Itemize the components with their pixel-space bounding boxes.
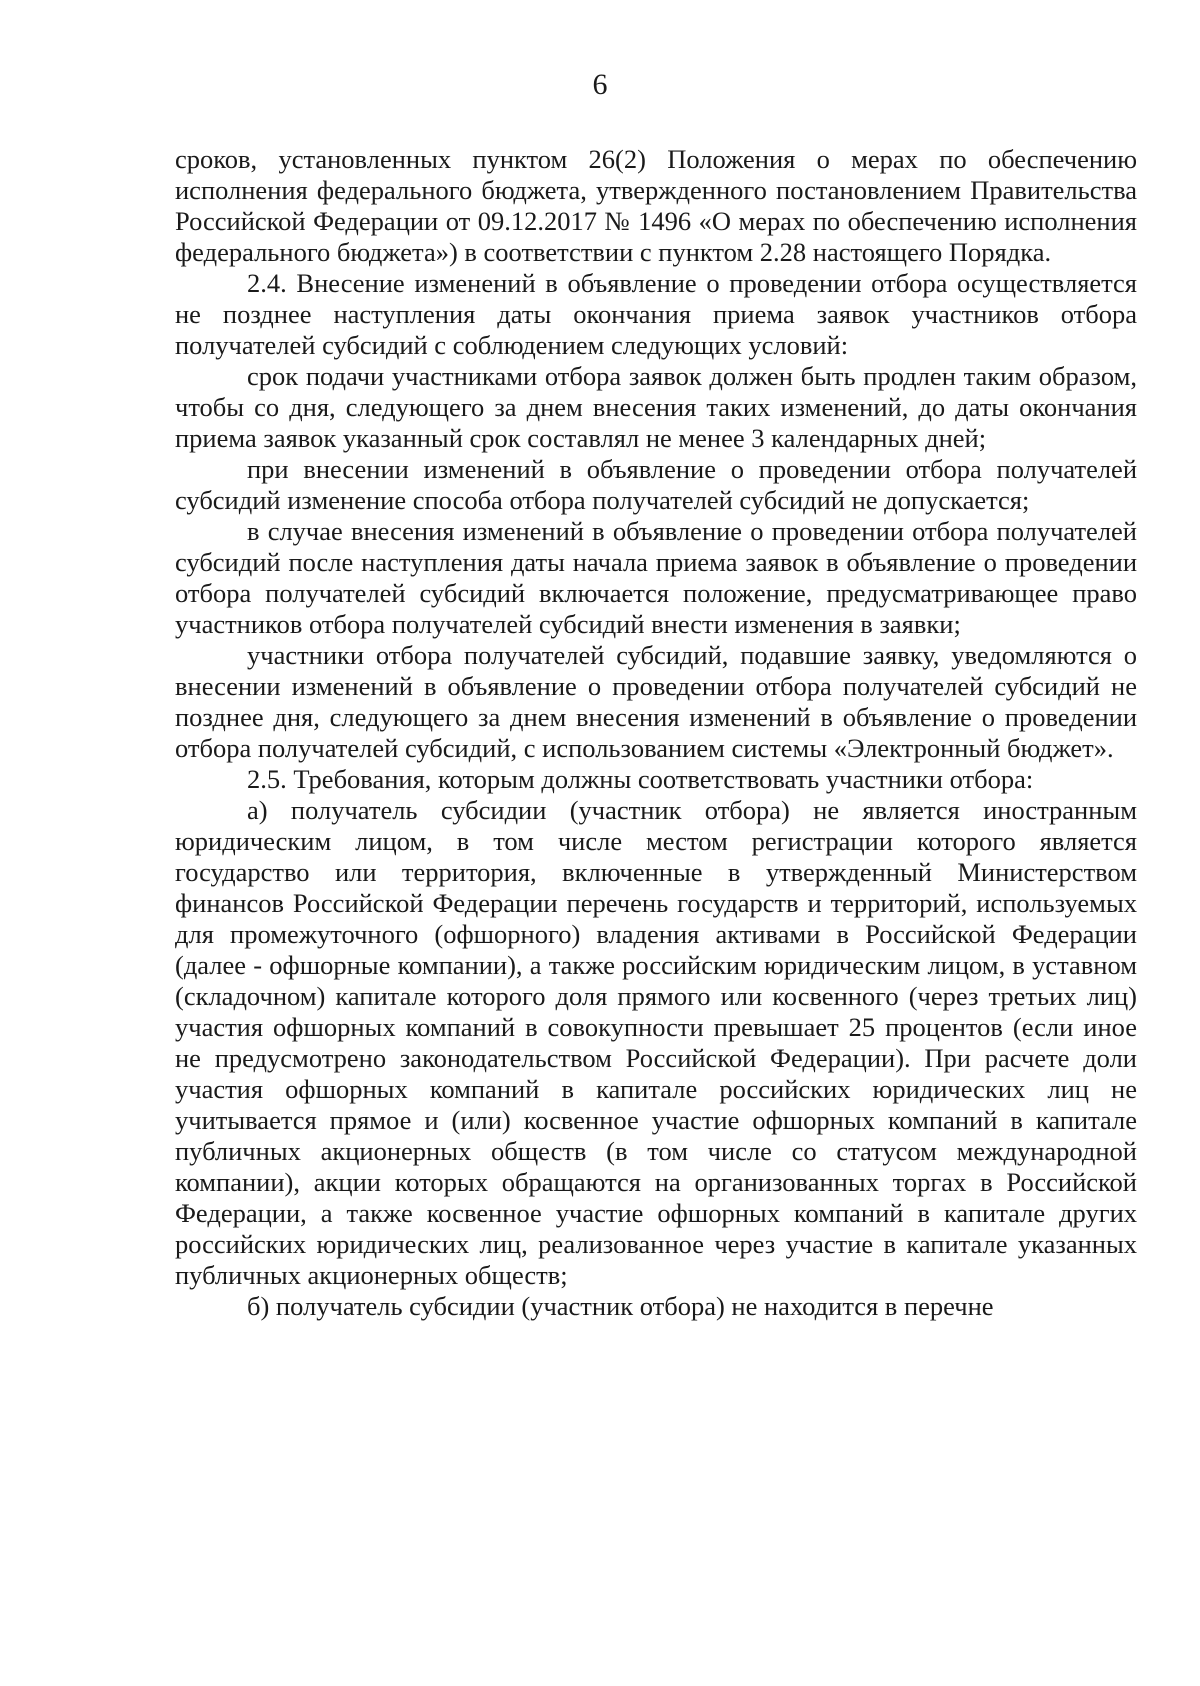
paragraph: б) получатель субсидии (участник отбора) не находится в перечне (247, 1291, 994, 1321)
document-body (175, 144, 1137, 1322)
paragraph: участники отбора получателей субсидий, подавшие заявку, уведомляются о внесении изменений в объявление о проведении отбора получателей субсидий не позднее дня, следующего за днем внесения изменений в объявление о проведении отбора получателей субсидий, с использованием системы «Электронный бюджет». (175, 640, 1137, 763)
paragraph: а) получатель субсидии (участник отбора) не является иностранным юридическим лицом, в том числе местом регистрации которого является государство или территория, включенные в утвержденный Министерством финансов Российской Федерации перечень государств и территорий, используемых для промежуточного (офшорного) владения активами в Российской Федерации (далее - офшорные компании), а также российским юридическим лицом, в уставном (складочном) капитале которого доля прямого или косвенного (через третьих лиц) участия офшорных компаний в совокупности превышает 25 процентов (если иное не предусмотрено законодательством Российской Федерации). При расчете доли участия офшорных компаний в капитале российских юридических лиц не учитывается прямое и (или) косвенное участие офшорных компаний в капитале публичных акционерных обществ (в том числе со статусом международной компании), акции которых обращаются на организованных торгах в Российской Федерации, а также косвенное участие офшорных компаний в капитале других российских юридических лиц, реализованное через участие в капитале указанных публичных акционерных обществ; (175, 795, 1137, 1290)
paragraph: в случае внесения изменений в объявление о проведении отбора получателей субсидий после наступления даты начала приема заявок в объявление о проведении отбора получателей субсидий включается положение, предусматривающее право участников отбора получателей субсидий внести изменения в заявки; (175, 516, 1137, 639)
paragraph: срок подачи участниками отбора заявок должен быть продлен таким образом, чтобы со дня, следующего за днем внесения таких изменений, до даты окончания приема заявок указанный срок составлял не менее 3 календарных дней; (175, 361, 1137, 453)
page-number: 6 (592, 68, 608, 101)
paragraph: при внесении изменений в объявление о проведении отбора получателей субсидий изменение способа отбора получателей субсидий не допускается; (175, 454, 1137, 515)
paragraph: 2.5. Требования, которым должны соответствовать участники отбора: (247, 764, 1034, 794)
paragraph: сроков, установленных пунктом 26(2) Положения о мерах по обеспечению исполнения федерального бюджета, утвержденного постановлением Правительства Российской Федерации от 09.12.2017 № 1496 «О мерах по обеспечению исполнения федерального бюджета») в соответствии с пунктом 2.28 настоящего Порядка. (175, 144, 1137, 267)
paragraph: 2.4. Внесение изменений в объявление о проведении отбора осуществляется не позднее наступления даты окончания приема заявок участников отбора получателей субсидий с соблюдением следующих условий: (175, 268, 1137, 360)
